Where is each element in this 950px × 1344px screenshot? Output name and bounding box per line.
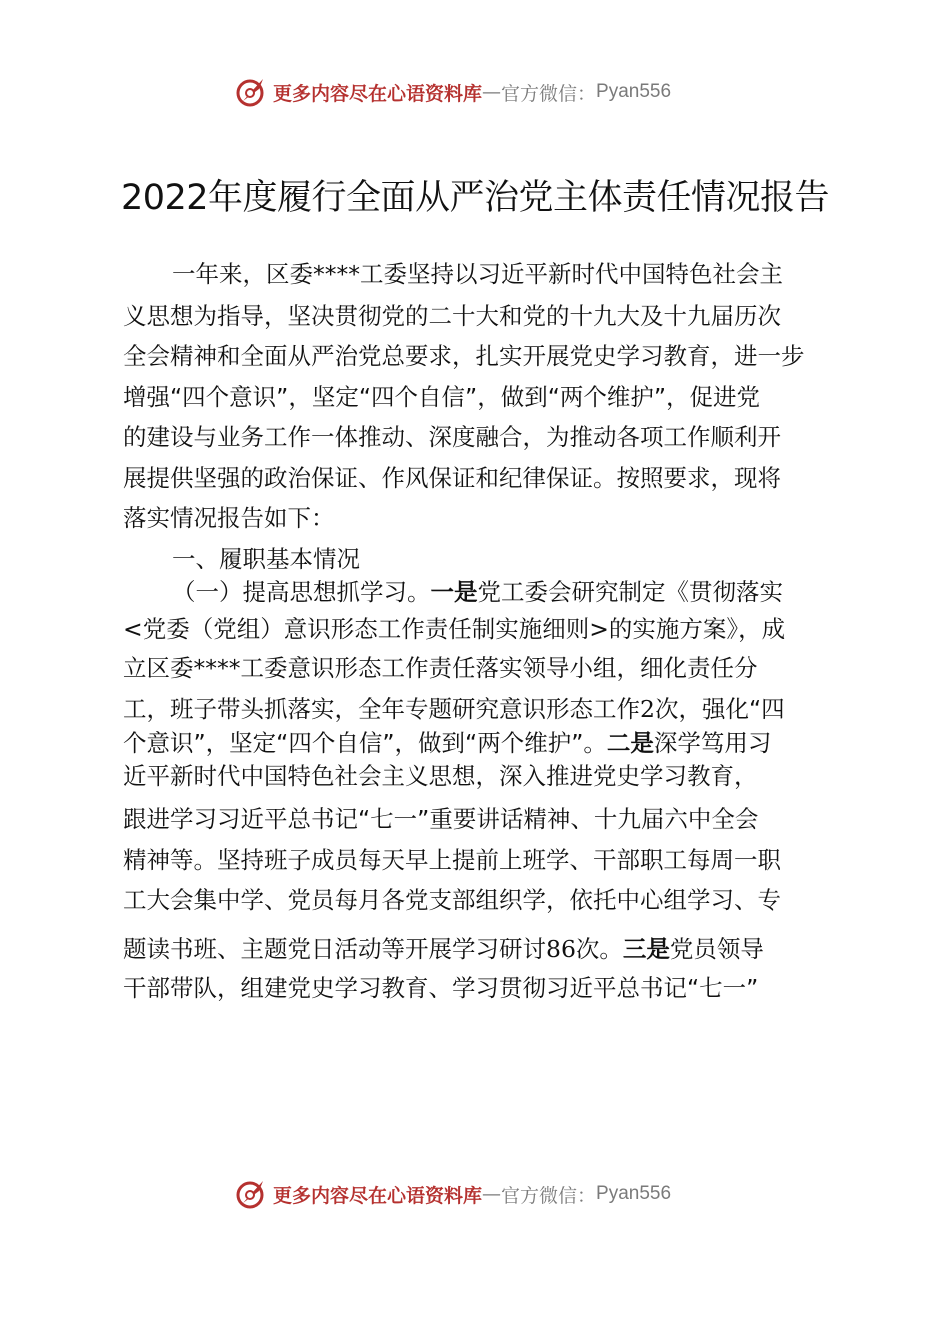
watermark-wechat-label: 官方微信：: [501, 1184, 597, 1207]
quill-logo-icon: [234, 1177, 268, 1211]
paragraph-line: <党委（党组）意识形态工作责任制实施细则>的实施方案》，成: [123, 615, 786, 643]
line-text: 党工委会研究制定《贯彻落实: [477, 578, 783, 606]
watermark-account: Pyan556: [596, 1183, 672, 1204]
watermark-wechat-label: 官方微信：: [501, 82, 597, 105]
section-heading: 一、履职基本情况: [172, 545, 360, 573]
watermark-banner-top: [234, 74, 671, 110]
paragraph-line: 的建设与业务工作一体推动、深度融合，为推动各项工作顺利开: [123, 423, 781, 451]
paragraph-line: 工大会集中学、党员每月各党支部组织学，依托中心组学习、专: [123, 886, 781, 914]
paragraph-line: 一年来，区委****工委坚持以习近平新时代中国特色社会主: [172, 260, 783, 288]
watermark-brand: 更多内容尽在心语资料库: [273, 82, 483, 105]
watermark-separator: —: [482, 1183, 502, 1205]
paragraph-line: [123, 727, 771, 759]
paragraph-line: 干部带队，组建党史学习教育、学习贯彻习近平总书记“七一”: [123, 974, 759, 1002]
paragraph-line: [172, 576, 783, 608]
point-marker-2: 二是: [606, 729, 654, 757]
watermark-account: Pyan556: [596, 81, 672, 102]
paragraph-line: 近平新时代中国特色社会主义思想，深入推进党史学习教育，: [123, 762, 758, 790]
paragraph-line: 全会精神和全面从严治党总要求，扎实开展党史学习教育，进一步: [123, 342, 805, 370]
point-marker-1: 一是: [430, 578, 478, 606]
watermark-brand: 更多内容尽在心语资料库: [273, 1184, 483, 1207]
count-value: 2: [640, 695, 655, 723]
count-value: 86: [546, 935, 576, 963]
line-text: 工，班子带头抓落实，全年专题研究意识形态工作: [123, 695, 640, 723]
paragraph-line: 精神等。坚持班子成员每天早上提前上班学、干部职工每周一职: [123, 846, 781, 874]
line-text: 深学笃用习: [653, 729, 772, 757]
line-text: 个意识”，坚定“四个自信”，做到“两个维护”。: [123, 729, 607, 757]
paragraph-line: 展提供坚强的政治保证、作风保证和纪律保证。按照要求，现将: [123, 464, 781, 492]
paragraph-line: 跟进学习习近平总书记“七一”重要讲话精神、十九届六中全会: [123, 805, 759, 833]
line-text: 题读书班、主题党日活动等开展学习研讨: [123, 935, 546, 963]
subsection-heading: （一）提高思想抓学习。: [172, 578, 431, 606]
paragraph-line: 义思想为指导，坚决贯彻党的二十大和党的十九大及十九届历次: [123, 302, 781, 330]
paragraph-line: 增强“四个意识”，坚定“四个自信”，做到“两个维护”，促进党: [123, 383, 761, 411]
line-text: 次。: [575, 935, 623, 963]
quill-logo-icon: [234, 75, 268, 109]
watermark-separator: —: [482, 81, 502, 103]
watermark-banner-bottom: [234, 1176, 671, 1212]
paragraph-line: 落实情况报告如下：: [123, 504, 335, 532]
paragraph-line: [123, 693, 785, 725]
document-title: 2022年度履行全面从严治党主体责任情况报告: [120, 178, 830, 218]
line-text: 次，强化“四: [654, 695, 785, 723]
paragraph-line: [123, 933, 764, 965]
line-text: 党员领导: [669, 935, 764, 963]
paragraph-line: 立区委****工委意识形态工作责任落实领导小组，细化责任分: [123, 654, 758, 682]
point-marker-3: 三是: [622, 935, 670, 963]
